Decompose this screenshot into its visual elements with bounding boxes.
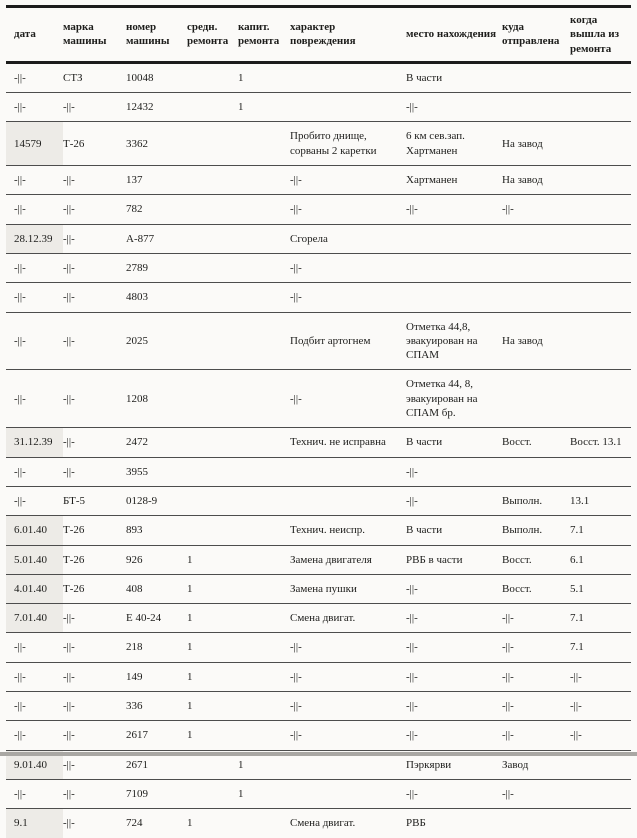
cell-out (570, 457, 631, 486)
cell-capital (238, 516, 290, 545)
cell-sent (502, 224, 570, 253)
cell-medium (187, 195, 238, 224)
cell-sent: -||- (502, 787, 514, 800)
cell-sent: На завод (502, 174, 543, 187)
cell-damage: -||- (290, 670, 302, 683)
cell-capital (238, 428, 290, 457)
cell-date: 4.01.40 (6, 574, 63, 603)
cell-brand: Т-26 (63, 137, 85, 150)
cell-date: -||- (14, 494, 26, 507)
cell-number: 408 (126, 582, 143, 595)
cell-location: -||- (406, 700, 418, 713)
table-row (6, 283, 631, 312)
cell-out: 13.1 (570, 494, 590, 507)
cell-out (570, 283, 631, 312)
cell-out: -||- (570, 729, 582, 742)
cell-date: -||- (14, 392, 26, 405)
cell-medium: 1 (187, 700, 193, 713)
cell-location (406, 253, 502, 282)
table-row (6, 166, 631, 195)
cell-sent: На завод (502, 137, 543, 150)
cell-brand: -||- (63, 291, 75, 304)
cell-date: 7.01.40 (6, 604, 63, 633)
cell-sent (502, 62, 570, 92)
cell-damage: Технич. неиспр. (290, 524, 366, 537)
cell-date: -||- (14, 670, 26, 683)
cell-capital (238, 166, 290, 195)
cell-sent: -||- (502, 729, 514, 742)
cell-brand: -||- (63, 334, 75, 347)
column-header-damage: характер повреждения (290, 21, 356, 48)
cell-capital: 1 (238, 101, 244, 114)
cell-out (570, 93, 631, 122)
cell-date: -||- (14, 101, 26, 114)
cell-location: -||- (406, 641, 418, 654)
cell-number: 12432 (126, 101, 154, 114)
cell-date: -||- (14, 71, 26, 84)
cell-number: 137 (126, 174, 143, 187)
cell-sent: На завод (502, 334, 543, 347)
cell-brand: -||- (63, 203, 75, 216)
cell-medium (187, 253, 238, 282)
cell-location: РВБ в части (406, 553, 463, 566)
cell-medium (187, 166, 238, 195)
cell-medium (187, 312, 238, 370)
cell-out (570, 779, 631, 808)
cell-damage: Пробито днище, сорваны 2 каретки (290, 130, 377, 157)
cell-date: -||- (14, 174, 26, 187)
cell-number: 926 (126, 553, 143, 566)
cell-brand: СТЗ (63, 71, 83, 84)
cell-sent: Выполн. (502, 524, 543, 537)
table-row (6, 457, 631, 486)
cell-number: 1208 (126, 392, 148, 405)
cell-medium: 1 (187, 641, 193, 654)
cell-brand: -||- (63, 174, 75, 187)
cell-capital (238, 574, 290, 603)
cell-date: 9.1 (6, 809, 63, 838)
cell-out (570, 195, 631, 224)
cell-medium: 1 (187, 612, 193, 625)
cell-sent (502, 283, 570, 312)
cell-capital (238, 370, 290, 428)
column-header-out-of-repair: когда вышла из ремонта (570, 14, 619, 55)
cell-medium (187, 283, 238, 312)
cell-number: А-877 (126, 232, 155, 245)
cell-capital (238, 457, 290, 486)
table-row (6, 62, 631, 92)
cell-out (570, 224, 631, 253)
cell-damage: -||- (290, 641, 302, 654)
cell-date: -||- (14, 465, 26, 478)
cell-damage: -||- (290, 174, 302, 187)
cell-date: -||- (14, 334, 26, 347)
cell-damage: Подбит артогнем (290, 334, 371, 347)
cell-capital (238, 604, 290, 633)
cell-capital (238, 633, 290, 662)
cell-sent (502, 93, 570, 122)
cell-brand: -||- (63, 641, 75, 654)
cell-brand: -||- (63, 817, 75, 830)
cell-out (570, 312, 631, 370)
cell-out: 7.1 (570, 524, 584, 537)
cell-sent: Восст. (502, 553, 532, 566)
cell-location: Отметка 44, 8, эвакуирован на СПАМ бр. (406, 378, 478, 420)
cell-date: 14579 (6, 122, 63, 166)
cell-number: 4803 (126, 291, 148, 304)
cell-brand: Т-26 (63, 582, 85, 595)
header-row (6, 7, 631, 63)
cell-sent (502, 370, 570, 428)
cell-damage (290, 457, 406, 486)
cell-location (406, 224, 502, 253)
cell-brand: -||- (63, 392, 75, 405)
table-row (6, 809, 631, 838)
cell-location: -||- (406, 203, 418, 216)
table-row (6, 604, 631, 633)
cell-location: -||- (406, 582, 418, 595)
cell-capital (238, 721, 290, 750)
column-header-brand: марка машины (63, 21, 107, 48)
table-row (6, 195, 631, 224)
cell-damage: Замена двигателя (290, 553, 372, 566)
cell-location: 6 км сев.зап. Хартманен (406, 130, 465, 157)
cell-damage (290, 486, 406, 515)
cell-number: 3955 (126, 465, 148, 478)
table-row (6, 122, 631, 166)
cell-sent (502, 457, 570, 486)
cell-damage: -||- (290, 729, 302, 742)
cell-sent: Выполн. (502, 494, 543, 507)
cell-damage: Технич. не исправна (290, 436, 386, 449)
table-row (6, 721, 631, 750)
cell-out (570, 122, 631, 166)
cell-date: -||- (14, 729, 26, 742)
cell-brand: БТ-5 (63, 494, 86, 507)
cell-damage: -||- (290, 261, 302, 274)
cell-medium (187, 428, 238, 457)
table-body (6, 62, 631, 837)
cell-number: 3362 (126, 137, 148, 150)
cell-location: В части (406, 436, 443, 449)
cell-brand: -||- (63, 612, 75, 625)
cell-capital (238, 486, 290, 515)
cell-damage (290, 62, 406, 92)
cell-medium (187, 62, 238, 92)
cell-out: 7.1 (570, 641, 584, 654)
cell-sent: Восст. (502, 436, 532, 449)
cell-location: -||- (406, 494, 418, 507)
cell-location: Пэркярви (406, 758, 452, 771)
column-header-location: место нахождения (406, 28, 497, 41)
cell-location: -||- (406, 729, 418, 742)
cell-number: 724 (126, 817, 143, 830)
cell-medium (187, 457, 238, 486)
cell-location: -||- (406, 465, 418, 478)
cell-medium (187, 122, 238, 166)
cell-number: 2671 (126, 758, 148, 771)
cell-damage: Сгорела (290, 232, 328, 245)
cell-out: 7.1 (570, 612, 584, 625)
cell-out: -||- (570, 700, 582, 713)
cell-damage: Смена двигат. (290, 612, 356, 625)
cell-sent (502, 253, 570, 282)
cell-location: -||- (406, 787, 418, 800)
cell-medium (187, 224, 238, 253)
cell-capital (238, 253, 290, 282)
cell-sent: Восст. (502, 582, 532, 595)
cell-brand: -||- (63, 436, 75, 449)
cell-damage (290, 779, 406, 808)
scan-bottom-edge (0, 752, 637, 756)
cell-date: 9.01.40 (6, 750, 63, 779)
cell-medium (187, 779, 238, 808)
table-row (6, 779, 631, 808)
cell-sent: -||- (502, 641, 514, 654)
table-row (6, 428, 631, 457)
cell-capital: 1 (238, 787, 244, 800)
cell-out (570, 166, 631, 195)
cell-brand: -||- (63, 729, 75, 742)
cell-location: Отметка 44,8, эвакуирован на СПАМ (406, 320, 478, 362)
cell-capital (238, 122, 290, 166)
cell-brand: Т-26 (63, 553, 85, 566)
cell-out (570, 253, 631, 282)
cell-medium: 1 (187, 817, 193, 830)
cell-date: -||- (14, 291, 26, 304)
cell-sent: Завод (502, 758, 529, 771)
cell-brand: -||- (63, 700, 75, 713)
cell-date: 31.12.39 (6, 428, 63, 457)
cell-medium (187, 93, 238, 122)
cell-damage: Смена двигат. (290, 817, 356, 830)
cell-location (406, 283, 502, 312)
cell-damage (290, 93, 406, 122)
cell-damage: -||- (290, 392, 302, 405)
cell-date: -||- (14, 641, 26, 654)
table-row (6, 545, 631, 574)
cell-capital (238, 312, 290, 370)
table-row (6, 662, 631, 691)
cell-brand: -||- (63, 787, 75, 800)
cell-number: 2472 (126, 436, 148, 449)
cell-out: Восст. 13.1 (570, 436, 622, 449)
cell-damage: -||- (290, 291, 302, 304)
table-row (6, 692, 631, 721)
cell-brand: -||- (63, 670, 75, 683)
table-row (6, 224, 631, 253)
table-header (6, 7, 631, 63)
table-row (6, 93, 631, 122)
cell-number: 782 (126, 203, 143, 216)
table-row (6, 574, 631, 603)
table-row (6, 516, 631, 545)
cell-capital (238, 809, 290, 838)
cell-number: 2025 (126, 334, 148, 347)
cell-number: 149 (126, 670, 143, 683)
cell-number: 218 (126, 641, 143, 654)
cell-medium: 1 (187, 729, 193, 742)
cell-out (570, 62, 631, 92)
cell-date: 5.01.40 (6, 545, 63, 574)
cell-date: 6.01.40 (6, 516, 63, 545)
column-header-medium-repair: средн. ремонта (187, 21, 229, 48)
column-header-number: номер машины (126, 21, 170, 48)
cell-brand: Т-26 (63, 524, 85, 537)
cell-capital: 1 (238, 71, 244, 84)
table-row (6, 486, 631, 515)
cell-location: -||- (406, 612, 418, 625)
cell-number: 0128-9 (126, 494, 158, 507)
cell-medium: 1 (187, 582, 193, 595)
cell-damage: Замена пушки (290, 582, 357, 595)
cell-number: 893 (126, 524, 143, 537)
cell-out: 6.1 (570, 553, 584, 566)
cell-date: -||- (14, 700, 26, 713)
cell-location: В части (406, 71, 443, 84)
cell-location: РВБ (406, 817, 426, 830)
cell-brand: -||- (63, 101, 75, 114)
cell-medium: 1 (187, 670, 193, 683)
cell-sent: -||- (502, 700, 514, 713)
cell-medium (187, 516, 238, 545)
repair-records-table (6, 5, 631, 838)
cell-out (570, 809, 631, 838)
column-header-capital-repair: капит. ремонта (238, 21, 280, 48)
cell-capital (238, 692, 290, 721)
cell-sent: -||- (502, 670, 514, 683)
cell-damage: -||- (290, 203, 302, 216)
table-row (6, 253, 631, 282)
cell-location: -||- (406, 101, 418, 114)
cell-out: -||- (570, 670, 582, 683)
cell-brand: -||- (63, 465, 75, 478)
cell-date: -||- (14, 203, 26, 216)
cell-medium: 1 (187, 553, 193, 566)
cell-number: 10048 (126, 71, 154, 84)
cell-capital (238, 224, 290, 253)
cell-brand: -||- (63, 232, 75, 245)
cell-number: 336 (126, 700, 143, 713)
cell-number: 2789 (126, 261, 148, 274)
cell-number: 7109 (126, 787, 148, 800)
cell-medium (187, 370, 238, 428)
cell-damage: -||- (290, 700, 302, 713)
cell-out: 5.1 (570, 582, 584, 595)
cell-capital (238, 662, 290, 691)
cell-date: -||- (14, 787, 26, 800)
cell-brand: -||- (63, 758, 75, 771)
cell-date: -||- (14, 261, 26, 274)
cell-location: -||- (406, 670, 418, 683)
cell-sent (502, 809, 570, 838)
cell-location: Хартманен (406, 174, 458, 187)
cell-number: Е 40-24 (126, 612, 162, 625)
cell-capital (238, 283, 290, 312)
cell-capital: 1 (238, 758, 244, 771)
column-header-date: дата (14, 28, 36, 41)
cell-brand: -||- (63, 261, 75, 274)
cell-sent: -||- (502, 203, 514, 216)
cell-out (570, 370, 631, 428)
cell-capital (238, 195, 290, 224)
cell-medium (187, 486, 238, 515)
table-row (6, 633, 631, 662)
cell-sent: -||- (502, 612, 514, 625)
cell-date: 28.12.39 (6, 224, 63, 253)
table-row (6, 312, 631, 370)
column-header-sent-to: куда отправлена (502, 21, 560, 48)
cell-capital (238, 545, 290, 574)
cell-location: В части (406, 524, 443, 537)
cell-number: 2617 (126, 729, 148, 742)
table-row (6, 370, 631, 428)
